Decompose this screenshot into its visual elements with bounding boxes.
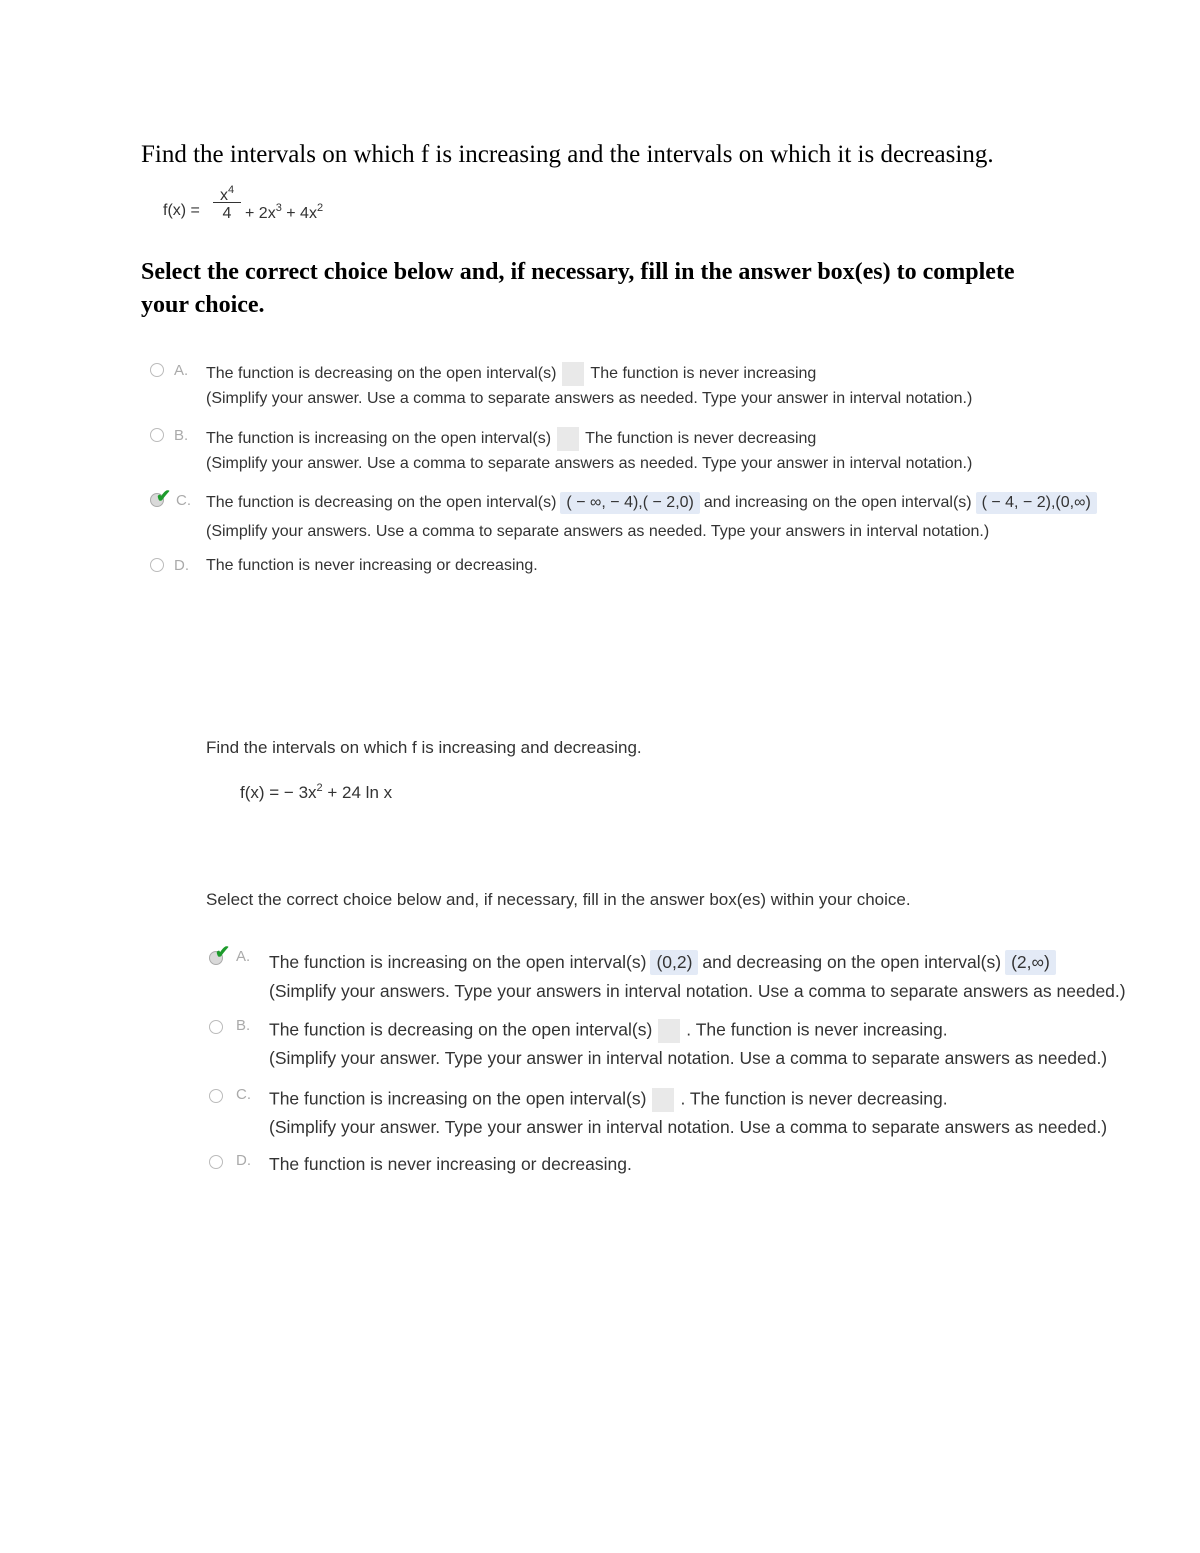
answer-box-empty[interactable] [562, 362, 584, 386]
answer-box-filled[interactable]: (2,∞) [1005, 950, 1056, 975]
radio-button[interactable] [150, 363, 164, 377]
choice-text-line: The function is never increasing or decreasing. [206, 557, 538, 574]
choice-hint: (Simplify your answers. Use a comma to separate answers as needed. Type your answers in interval notation.) [206, 523, 990, 540]
formula-fraction [213, 178, 241, 223]
answer-box-empty[interactable] [652, 1088, 674, 1112]
question-1-title: Find the intervals on which f is increasing and the intervals on which it is decreasing. [141, 141, 994, 168]
answer-box-empty[interactable] [557, 427, 579, 451]
choice-text-line: The function is decreasing on the open interval(s) ( − ∞, − 4),( − 2,0) and increasing on the open interval(s) ( − 4, − 2),(0,∞) [206, 492, 1101, 514]
choice-text-line: The function is increasing on the open interval(s) . The function is never decreasing. [269, 1088, 948, 1112]
radio-button[interactable] [209, 1089, 223, 1103]
checkmark-icon: ✔ [156, 486, 172, 506]
radio-button[interactable] [209, 1155, 223, 1169]
choice-text-line: The function is decreasing on the open interval(s) The function is never increasing [206, 362, 816, 386]
choice-text-line: The function is decreasing on the open interval(s) . The function is never increasing. [269, 1019, 948, 1043]
choice-letter: D. [236, 1152, 251, 1169]
radio-button[interactable] [150, 558, 164, 572]
question-1-instruction: Select the correct choice below and, if necessary, fill in the answer box(es) to complete your choice. [141, 259, 1015, 318]
question-2-instruction: Select the correct choice below and, if necessary, fill in the answer box(es) within your choice. [206, 890, 911, 909]
checkmark-icon: ✔ [215, 942, 231, 962]
choice-letter: A. [236, 948, 251, 965]
answer-box-filled[interactable]: ( − ∞, − 4),( − 2,0) [560, 492, 699, 514]
choice-letter: A. [174, 362, 189, 379]
radio-button[interactable] [209, 1020, 223, 1034]
choice-letter: B. [236, 1017, 251, 1034]
formula-exponent: 2 [316, 782, 323, 794]
choice-hint: (Simplify your answer. Type your answer in interval notation. Use a comma to separate answers as needed.) [269, 1048, 1108, 1068]
choice-letter: C. [236, 1086, 251, 1103]
choice-hint: (Simplify your answers. Type your answers in interval notation. Use a comma to separate answers as needed.) [269, 981, 1126, 1001]
formula-rhs: + $2x^3 + 4x^2$ [245, 202, 324, 222]
formula-numerator-exponent: 4 [227, 184, 235, 196]
choice-letter: B. [174, 427, 189, 444]
choice-hint: (Simplify your answer. Use a comma to separate answers as needed. Type your answer in interval notation.) [206, 390, 973, 407]
choice-text-line: The function is increasing on the open interval(s) The function is never decreasing [206, 427, 816, 451]
choice-text-line: The function is increasing on the open interval(s) (0,2) and decreasing on the open interval(s) (2,∞) [269, 950, 1060, 975]
question-2-title: Find the intervals on which f is increasing and decreasing. [206, 738, 642, 757]
formula-rhs: + 24 ln x [327, 783, 393, 802]
choice-hint: (Simplify your answer. Type your answer in interval notation. Use a comma to separate answers as needed.) [269, 1117, 1108, 1137]
formula-numerator: x [219, 187, 228, 204]
choice-hint: (Simplify your answer. Use a comma to separate answers as needed. Type your answer in interval notation.) [206, 455, 973, 472]
choice-letter: D. [174, 557, 189, 574]
answer-box-filled[interactable]: (0,2) [650, 950, 698, 975]
formula-lhs: f(x) = − 3x [240, 783, 317, 802]
radio-button[interactable] [150, 428, 164, 442]
question-2-formula [240, 782, 392, 803]
answer-box-empty[interactable] [658, 1019, 680, 1043]
choice-letter: C. [176, 492, 191, 509]
answer-box-filled[interactable]: ( − 4, − 2),(0,∞) [976, 492, 1097, 514]
formula-lhs: f(x) = [163, 202, 200, 219]
formula-denominator: 4 [222, 205, 232, 222]
choice-text-line: The function is never increasing or decreasing. [269, 1154, 632, 1174]
